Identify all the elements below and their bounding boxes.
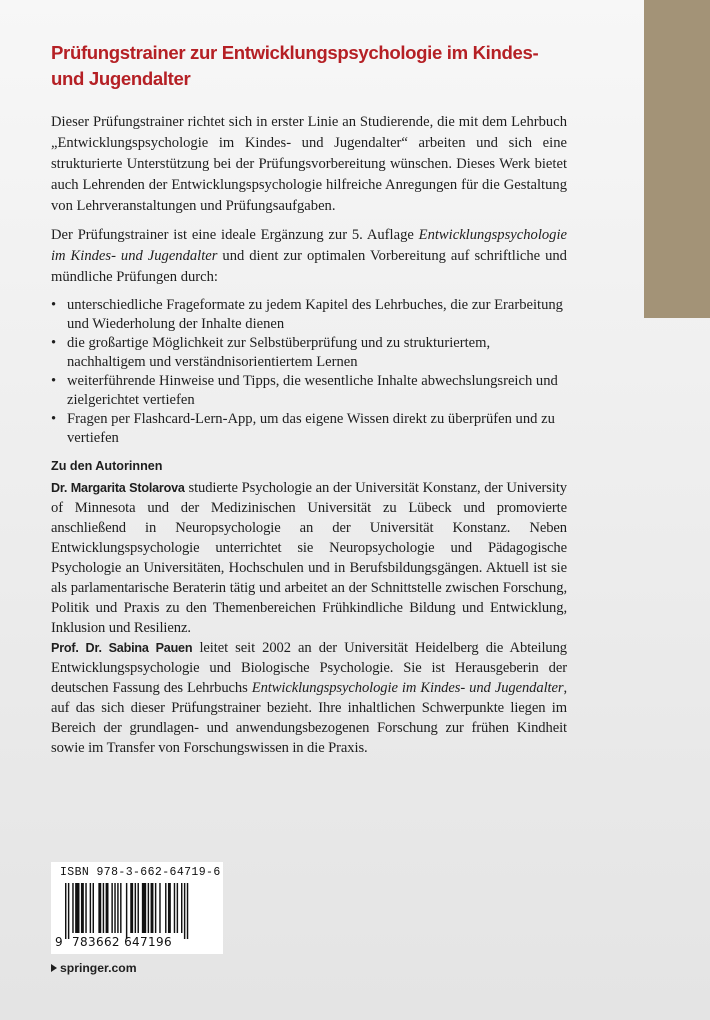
publisher-website-text: springer.com [60,961,137,975]
edition-paragraph [51,225,567,288]
barcode-bar [98,883,101,933]
barcode-bars [65,883,215,939]
bullet-icon: • [51,411,57,427]
decorative-side-bar [644,0,710,318]
barcode-bar [130,883,133,933]
feature-list-item: • unterschiedliche Frageformate zu jedem Kapitel des Lehrbuches, die zur Erarbeitung und Wiederholung der Inhalte dienen [51,297,563,332]
barcode-bar [90,883,91,933]
author-bio-stolarova [51,478,567,638]
book-title-heading: Prüfungstrainer zur Entwicklungspsychologie im Kindes- und Jugendalter [51,42,539,89]
feature-list-item: • Fragen per Flashcard-Lern-App, um das eigene Wissen direkt zu überprüfen und zu vertiefen [51,411,555,446]
feature-list-item: • weiterführende Hinweise und Tipps, die wesentliche Inhalte abwechslungsreich und zielgerichtet vertiefen [51,373,558,408]
barcode-bar [72,883,73,933]
barcode-bar [75,883,79,933]
isbn-text: ISBN 978-3-662-64719-6 [60,866,221,879]
arrow-right-icon [51,964,57,972]
barcode-bar [126,883,127,939]
feature-list [51,296,567,448]
barcode-bar [117,883,118,933]
barcode-bar [151,883,154,933]
author-bio-text: studierte Psychologie an der Universität Konstanz, der University of Minnesota und der Medizinischen Universität zu Lübeck und promovierte anschließend in Neuropsychologie an der Universität Konstanz. Neben Entwicklungspsychologie unterrichtet sie Neuropsychologie und Pädagogische Psychologie an Universitäten, Hochschulen und in Berufsbildungsgängen. Aktuell ist sie als parlamentarische Beraterin tätig und arbeitet an der Schnittstelle zwischen Forschung, Politik und Praxis zu den Themenbereichen Frühkindliche Bildung und Entwicklung, Inklusion und Resilienz. [51,480,567,636]
barcode-bar [138,883,139,933]
barcode-bar [106,883,109,933]
author-bio-text-after: , auf das sich dieser Prüfungstrainer bezieht. Ihre inhaltlichen Schwerpunkte liegen im Bereich der grundlagen- und anwendungsbezogenen Forschung zur frühen Kindheit sowie im Transfer von Forschungswissen in die Praxis. [51,680,567,756]
author-name-pauen: Prof. Dr. Sabina Pauen [51,641,193,655]
author-bio-pauen [51,638,567,758]
intro-paragraph: Dieser Prüfungstrainer richtet sich in erster Linie an Studierende, die mit dem Lehrbuch „Entwicklungspsychologie im Kindes- und Jugendalter“ arbeiten und sich eine strukturierte Unterstützung bei der Prüfungsvorbereitung wünschen. Dieses Werk bietet auch Lehrenden der Entwicklungspsychologie hilfreiche Anregungen für die Gestaltung von Lehrveranstaltungen und Prüfungsaufgaben. [51,114,567,214]
barcode-bar [155,883,156,933]
barcode-bar [85,883,86,933]
barcode-bar [181,883,182,933]
ean-first-digit: 9 [55,935,63,949]
author-bio-text-before: leitet seit 2002 an der Universität Heidelberg die Abteilung Entwicklungspsychologie und Biologische Psychologie. Sie ist Herausgeberin der deutschen Fassung des Lehrbuchs [51,640,567,696]
barcode-bar [142,883,146,933]
barcode-bar [111,883,112,933]
bullet-icon: • [51,297,57,313]
barcode-bar [93,883,94,933]
bullet-icon: • [51,373,57,389]
edition-book-title: Entwicklungspsychologie im Kindes- und Jugendalter [51,227,567,264]
authors-heading: Zu den Autorinnen [51,459,163,473]
barcode-bar [65,883,66,939]
barcode-bar [174,883,175,933]
barcode-bar [148,883,149,933]
author-bio-book-title: Entwicklungspsychologie im Kindes- und Jugendalter [251,680,564,696]
barcode-bar [135,883,136,933]
barcode-bar [120,883,121,933]
barcode-bar [114,883,115,933]
bullet-icon: • [51,335,57,351]
isbn-barcode [51,862,223,954]
barcode-bar [103,883,104,933]
edition-text-before: Der Prüfungstrainer ist eine ideale Ergänzung zur 5. Auflage [51,227,419,243]
barcode-bar [68,883,69,939]
barcode-bar [165,883,166,933]
back-cover-content [51,40,567,758]
ean-digits: 783662 647196 [72,935,172,949]
barcode-bar [159,883,160,933]
edition-text-after: und dient zur optimalen Vorbereitung auf schriftliche und mündliche Prüfungen durch: [51,248,567,285]
barcode-bar [177,883,178,933]
publisher-website-link[interactable] [51,961,137,975]
barcode-bar [187,883,188,939]
author-name-stolarova: Dr. Margarita Stolarova [51,481,185,495]
barcode-bar [184,883,185,939]
feature-list-item: • die großartige Möglichkeit zur Selbstüberprüfung und zu strukturiertem, nachhaltigem und verständnisorientiertem Lernen [51,335,491,370]
barcode-bar [81,883,84,933]
barcode-bar [168,883,171,933]
